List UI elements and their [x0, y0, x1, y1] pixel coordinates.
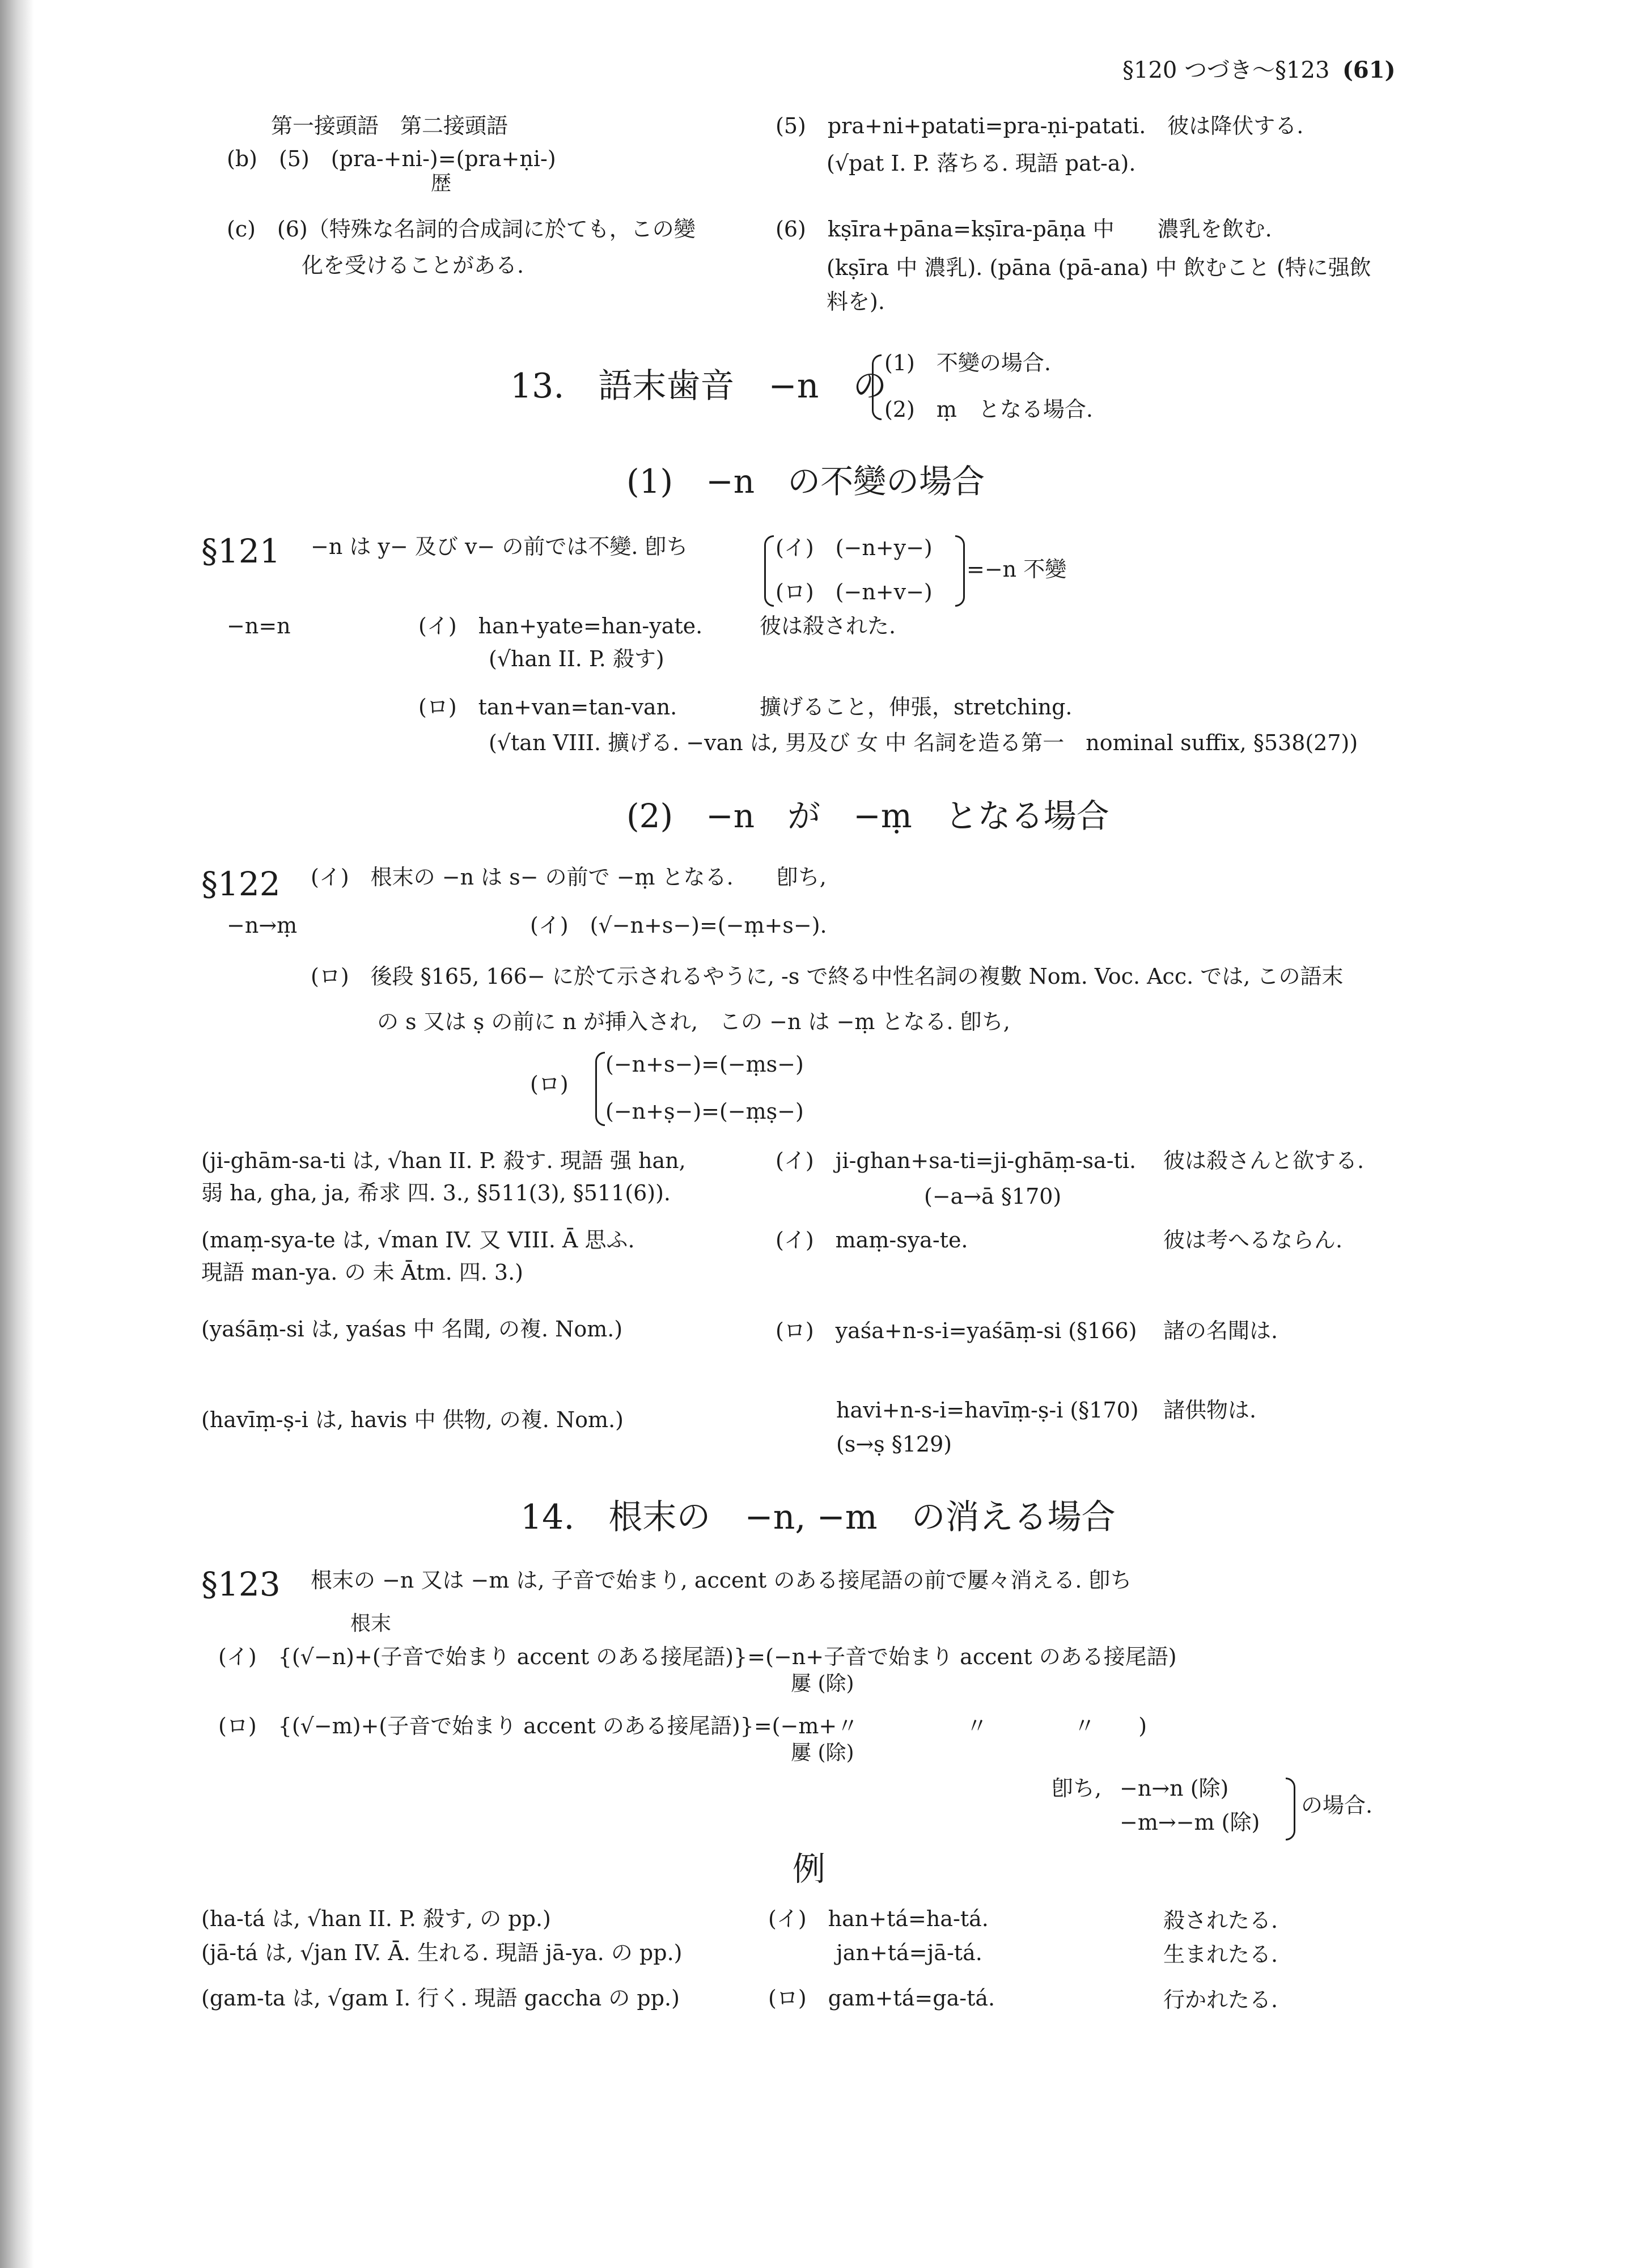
section-122-label: §122	[201, 865, 281, 903]
chapter-13-case2: (2) ṃ となる場合.	[884, 397, 1093, 422]
section-121-label: §121	[201, 532, 281, 570]
section-123-summary-2: −m→−m (除)	[1120, 1810, 1260, 1835]
chapter-13-title: 13. 語末歯音 −n の	[510, 366, 887, 406]
section-122-ex3-gloss: 諸の名聞は.	[1163, 1318, 1278, 1343]
example-5-line1: (5) pra+ni+patati=pra-ṇi-patati. 彼は降伏する.	[776, 113, 1304, 138]
section-123-rule-ro-sub: 屢 (除)	[791, 1741, 854, 1765]
section-122-formula-brace	[595, 1052, 605, 1126]
section-122-ex3: (ロ) yaśa+n-s-i=yaśāṃ-si (§166)	[776, 1318, 1137, 1343]
page-number: (61)	[1342, 57, 1396, 83]
section-122-ex1: (イ) ji-ghan+sa-ti=ji-ghāṃ-sa-ti.	[776, 1148, 1137, 1173]
section-122-ex1-note2: 弱 ha, gha, ja, 希求 四. 3., §511(3), §511(6)).	[201, 1180, 671, 1205]
section-122-formula-i: (イ) (√−n+s−)=(−ṃ+s−).	[530, 913, 827, 938]
examples-heading: 例	[793, 1850, 826, 1888]
examples-ex1: (イ) han+tá=ha-tá.	[768, 1906, 989, 1931]
examples-ex1-note: (ha-tá は, √han II. P. 殺す, の pp.)	[201, 1906, 551, 1931]
chapter-13-brace	[872, 354, 882, 420]
section-123-summary-brace	[1286, 1778, 1295, 1840]
subheading-1: (1) −n の不變の場合	[626, 462, 985, 501]
section-121-example-i-note: (√han II. P. 殺す)	[489, 646, 664, 671]
section-121-brace-left	[764, 535, 774, 607]
section-123-summary-1: −n→n (除)	[1120, 1776, 1229, 1801]
section-122-ex4-note: (havīṃ-ṣ-i は, havis 中 供物, の複. Nom.)	[201, 1407, 624, 1432]
section-123-rule-i-sub: 屢 (除)	[791, 1672, 854, 1695]
section-122-rule-i: (イ) 根末の −n は s− の前で −ṃ となる. 卽ち,	[311, 865, 827, 890]
section-121-example-ro-gloss: 擴げること，伸張，stretching.	[760, 695, 1073, 720]
example-6-line2: (kṣīra 中 濃乳). (pāna (pā-ana) 中 飲むこと (特に强飲	[827, 255, 1371, 280]
examples-ex1-gloss: 殺されたる.	[1163, 1908, 1278, 1933]
prefix-heading: 第一接頭語 第二接頭語	[271, 113, 509, 138]
scan-edge-shadow	[0, 0, 34, 2268]
examples-ex3-gloss: 行かれたる.	[1163, 1987, 1278, 2012]
section-122-formula-ro-label: (ロ)	[530, 1072, 569, 1097]
example-5-line2: (√pat I. P. 落ちる. 現語 pat-a).	[827, 151, 1136, 176]
section-122-margin: −n→ṃ	[227, 913, 298, 938]
section-122-rule-ro-line2: の s 又は ṣ の前に n が挿入され, この −n は −ṃ となる. 卽ち,	[377, 1009, 1010, 1034]
section-122-ex1-sub: (−a→ā §170)	[924, 1184, 1062, 1209]
section-121-example-i-gloss: 彼は殺された.	[760, 613, 896, 638]
running-header: §120 つづき〜§123	[1122, 57, 1330, 83]
example-6-line1: (6) kṣīra+pāna=kṣīra-pāṇa 中 濃乳を飲む.	[776, 217, 1272, 242]
chapter-13-case1: (1) 不變の場合.	[884, 350, 1051, 375]
section-123-text: 根末の −n 又は −m は, 子音で始まり, accent のある接尾語の前で屢々消える. 卽ち	[311, 1568, 1132, 1593]
examples-ex3-note: (gam-ta は, √gam I. 行く. 現語 gaccha の pp.)	[201, 1986, 680, 2011]
examples-ex3: (ロ) gam+tá=ga-tá.	[768, 1986, 995, 2011]
section-123-summary-suffix: の場合.	[1301, 1793, 1373, 1818]
rule-b-note: 歴	[431, 172, 452, 195]
section-122-ex4-gloss: 諸供物は.	[1163, 1398, 1257, 1423]
section-121-example-ro-note: (√tan VIII. 擴げる. −van は, 男及び 女 中 名詞を造る第一 nominal suffix, §538(27))	[489, 730, 1358, 755]
section-123-rule-i: (イ) {(√−n)+(子音で始まり accent のある接尾語)}=(−n+子音で始まり accent のある接尾語)	[218, 1644, 1177, 1669]
section-121-brace-right	[955, 535, 965, 607]
section-122-ex4: havi+n-s-i=havīṃ-ṣ-i (§170)	[836, 1398, 1139, 1423]
section-122-formula-ro-1: (−n+s−)=(−ṃs−)	[605, 1052, 804, 1077]
section-122-ex1-note1: (ji-ghām-sa-ti は, √han II. P. 殺す. 現語 强 han,	[201, 1148, 686, 1173]
section-122-formula-ro-2: (−n+ṣ−)=(−ṃṣ−)	[605, 1099, 804, 1124]
section-122-rule-ro-line1: (ロ) 後段 §165, 166− に於て示されるやうに, -s で終る中性名詞の複數 Nom. Voc. Acc. では, この語末	[311, 964, 1344, 989]
section-121-result: =−n 不變	[967, 557, 1067, 582]
examples-ex2-note: (jā-tá は, √jan IV. Ā. 生れる. 現語 jā-ya. の pp.)	[201, 1940, 683, 1965]
section-122-ex2-note2: 現語 man-ya. の 未 Ātm. 四. 3.)	[201, 1260, 523, 1285]
section-121-rule2: (ロ) (−n+v−)	[776, 579, 933, 604]
section-122-ex2: (イ) maṃ-sya-te.	[776, 1228, 968, 1253]
subheading-2: (2) −n が −ṃ となる場合	[626, 797, 1109, 835]
rule-c-line2: 化を受けることがある.	[302, 253, 524, 278]
rule-b: (b) (5) (pra-+ni-)=(pra+ṇi-)	[227, 146, 556, 171]
section-123-rule-ro: (ロ) {(√−m)+(子音で始まり accent のある接尾語)}=(−m+〃 〃 〃 )	[218, 1713, 1147, 1738]
example-6-line3: 料を).	[827, 289, 885, 314]
section-123-label: §123	[201, 1565, 281, 1603]
examples-ex2: jan+tá=jā-tá.	[836, 1940, 982, 1965]
section-121-example-ro: (ロ) tan+van=tan-van.	[418, 695, 677, 720]
section-123-root-label: 根末	[350, 1612, 392, 1635]
section-122-ex1-gloss: 彼は殺さんと欲する.	[1163, 1148, 1365, 1173]
section-122-ex4-sub: (s→ṣ §129)	[836, 1432, 952, 1457]
section-121-rule1: (イ) (−n+y−)	[776, 535, 933, 560]
section-122-ex3-note: (yaśāṃ-si は, yaśas 中 名聞, の複. Nom.)	[201, 1317, 623, 1342]
examples-ex2-gloss: 生まれたる.	[1163, 1942, 1278, 1967]
section-122-ex2-gloss: 彼は考へるならん.	[1163, 1228, 1343, 1253]
chapter-14-title: 14. 根末の −n, −m の消える場合	[520, 1497, 1116, 1537]
section-121-text: −n は y− 及び v− の前では不變. 卽ち	[311, 534, 688, 559]
section-121-example-i: (イ) han+yate=han-yate.	[418, 613, 703, 638]
rule-c-line1: (c) (6)（特殊な名詞的合成詞に於ても，この變	[227, 217, 696, 242]
section-123-summary-prefix: 卽ち,	[1052, 1776, 1102, 1801]
section-121-margin: −n=n	[227, 613, 291, 638]
section-122-ex2-note1: (maṃ-sya-te は, √man IV. 又 VIII. Ā 思ふ.	[201, 1228, 635, 1253]
